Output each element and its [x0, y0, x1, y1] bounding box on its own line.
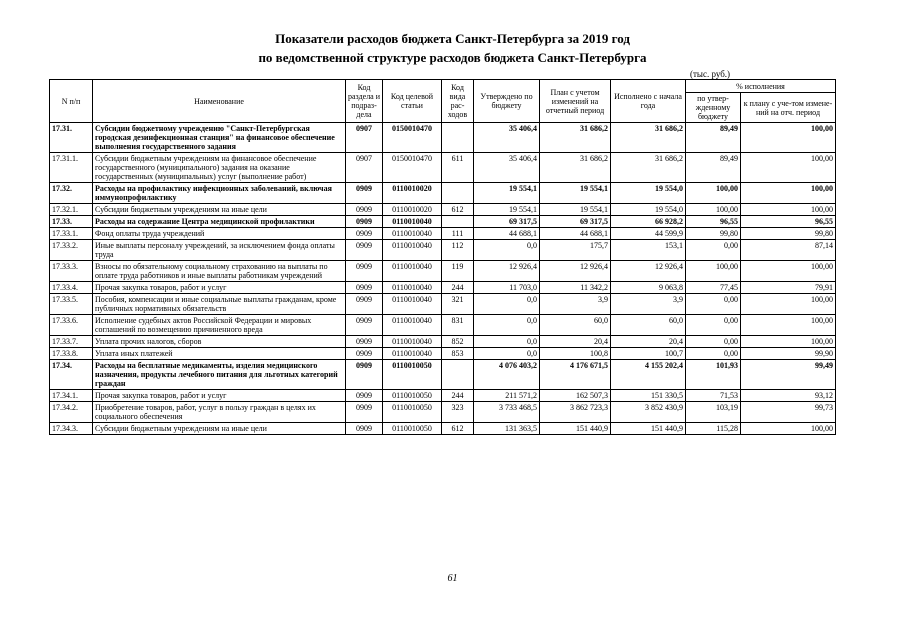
- row-pct-approved: 71,53: [686, 390, 741, 402]
- header-approved: Утверждено по бюджету: [474, 80, 540, 123]
- header-pct-approved: по утвер-жденному бюджету: [686, 93, 741, 123]
- report-title: Показатели расходов бюджета Санкт-Петербурга за 2019 год: [275, 31, 630, 46]
- row-expense-type-code: 321: [442, 294, 474, 315]
- row-number: 17.32.1.: [50, 204, 93, 216]
- row-pct-approved: 0,00: [686, 294, 741, 315]
- row-pct-plan: 100,00: [741, 423, 836, 435]
- row-approved: 0,0: [474, 336, 540, 348]
- header-razdel: Код раздела и подраз-дела: [346, 80, 383, 123]
- row-approved: 19 554,1: [474, 204, 540, 216]
- row-target-code: 0110010040: [383, 228, 442, 240]
- row-name: Субсидии бюджетным учреждениям на иные цели: [93, 204, 346, 216]
- row-target-code: 0110010050: [383, 360, 442, 390]
- table-row: [50, 402, 836, 423]
- row-executed: 60,0: [611, 315, 686, 336]
- row-number: 17.34.3.: [50, 423, 93, 435]
- row-name: Расходы на бесплатные медикаменты, изделия медицинского назначения, продукты лечебного питания для льготных категорий граждан: [93, 360, 346, 390]
- row-pct-plan: 100,00: [741, 261, 836, 282]
- row-plan: 44 688,1: [540, 228, 611, 240]
- row-pct-approved: 99,80: [686, 228, 741, 240]
- row-target-code: 0110010050: [383, 423, 442, 435]
- row-number: 17.34.: [50, 360, 93, 390]
- row-approved: 0,0: [474, 315, 540, 336]
- row-target-code: 0150010470: [383, 153, 442, 183]
- row-pct-approved: 100,00: [686, 183, 741, 204]
- row-target-code: 0110010040: [383, 216, 442, 228]
- row-pct-approved: 0,00: [686, 315, 741, 336]
- row-executed: 19 554,0: [611, 204, 686, 216]
- row-target-code: 0110010050: [383, 402, 442, 423]
- row-approved: 11 703,0: [474, 282, 540, 294]
- row-razdel-code: 0909: [346, 315, 383, 336]
- row-number: 17.33.7.: [50, 336, 93, 348]
- table-row: [50, 228, 836, 240]
- row-number: 17.33.: [50, 216, 93, 228]
- row-razdel-code: 0907: [346, 153, 383, 183]
- expenditure-table: [49, 79, 836, 435]
- row-name: Субсидии бюджетным учреждениям на иные цели: [93, 423, 346, 435]
- header-plan: План с учетом изменений на отчетный период: [540, 80, 611, 123]
- row-pct-plan: 100,00: [741, 336, 836, 348]
- row-approved: 131 363,5: [474, 423, 540, 435]
- row-target-code: 0110010050: [383, 390, 442, 402]
- row-number: 17.33.5.: [50, 294, 93, 315]
- row-executed: 31 686,2: [611, 153, 686, 183]
- row-executed: 12 926,4: [611, 261, 686, 282]
- row-razdel-code: 0907: [346, 123, 383, 153]
- row-name: Уплата иных платежей: [93, 348, 346, 360]
- row-razdel-code: 0909: [346, 390, 383, 402]
- row-pct-approved: 0,00: [686, 240, 741, 261]
- row-pct-plan: 99,49: [741, 360, 836, 390]
- row-number: 17.31.: [50, 123, 93, 153]
- row-expense-type-code: 853: [442, 348, 474, 360]
- row-pct-plan: 87,14: [741, 240, 836, 261]
- row-executed: 31 686,2: [611, 123, 686, 153]
- row-name: Субсидии бюджетным учреждениям на финансовое обеспечение государственного (муниципального) задания на оказание государственных (муниципальных) услуг (выполнение работ): [93, 153, 346, 183]
- row-expense-type-code: 612: [442, 204, 474, 216]
- row-approved: 35 406,4: [474, 153, 540, 183]
- row-expense-type-code: 111: [442, 228, 474, 240]
- row-pct-approved: 77,45: [686, 282, 741, 294]
- row-plan: 31 686,2: [540, 153, 611, 183]
- row-target-code: 0110010020: [383, 204, 442, 216]
- row-approved: 69 317,5: [474, 216, 540, 228]
- row-pct-approved: 101,93: [686, 360, 741, 390]
- row-target-code: 0110010040: [383, 240, 442, 261]
- header-pct-group: % исполнения: [686, 80, 836, 93]
- row-target-code: 0110010040: [383, 261, 442, 282]
- row-number: 17.33.1.: [50, 228, 93, 240]
- table-row: [50, 390, 836, 402]
- header-name: Наименование: [93, 80, 346, 123]
- row-plan: 31 686,2: [540, 123, 611, 153]
- row-number: 17.34.2.: [50, 402, 93, 423]
- row-plan: 60,0: [540, 315, 611, 336]
- row-expense-type-code: 244: [442, 390, 474, 402]
- row-razdel-code: 0909: [346, 240, 383, 261]
- row-name: Взносы по обязательному социальному страхованию на выплаты по оплате труда работников и иные выплаты работникам учреждений: [93, 261, 346, 282]
- row-pct-plan: 100,00: [741, 123, 836, 153]
- page-number: 61: [447, 573, 458, 584]
- row-number: 17.32.: [50, 183, 93, 204]
- report-subtitle: по ведомственной структуре расходов бюджета Санкт-Петербурга: [258, 50, 647, 65]
- row-plan: 12 926,4: [540, 261, 611, 282]
- table-row: [50, 153, 836, 183]
- row-name: Фонд оплаты труда учреждений: [93, 228, 346, 240]
- header-pct-plan: к плану с уче-том измене-ний на отч. период: [741, 93, 836, 123]
- row-executed: 19 554,0: [611, 183, 686, 204]
- row-pct-approved: 103,19: [686, 402, 741, 423]
- row-target-code: 0110010040: [383, 315, 442, 336]
- row-razdel-code: 0909: [346, 183, 383, 204]
- row-pct-plan: 100,00: [741, 294, 836, 315]
- row-razdel-code: 0909: [346, 360, 383, 390]
- row-pct-plan: 99,80: [741, 228, 836, 240]
- row-pct-approved: 115,28: [686, 423, 741, 435]
- row-pct-plan: 100,00: [741, 183, 836, 204]
- row-pct-approved: 96,55: [686, 216, 741, 228]
- row-plan: 19 554,1: [540, 204, 611, 216]
- row-expense-type-code: 112: [442, 240, 474, 261]
- table-row: [50, 423, 836, 435]
- row-razdel-code: 0909: [346, 228, 383, 240]
- row-number: 17.33.2.: [50, 240, 93, 261]
- row-pct-approved: 0,00: [686, 336, 741, 348]
- row-number: 17.33.4.: [50, 282, 93, 294]
- row-pct-plan: 99,73: [741, 402, 836, 423]
- row-name: Субсидии бюджетному учреждению "Санкт-Петербургская городская дезинфекционная станция" на финансовое обеспечение выполнения государственного задания: [93, 123, 346, 153]
- table-row: [50, 240, 836, 261]
- table-row: [50, 360, 836, 390]
- row-expense-type-code: [442, 216, 474, 228]
- row-name: Пособия, компенсации и иные социальные выплаты гражданам, кроме публичных нормативных обязательств: [93, 294, 346, 315]
- table-row: [50, 294, 836, 315]
- row-number: 17.33.6.: [50, 315, 93, 336]
- row-razdel-code: 0909: [346, 204, 383, 216]
- row-name: Прочая закупка товаров, работ и услуг: [93, 282, 346, 294]
- row-executed: 20,4: [611, 336, 686, 348]
- row-pct-approved: 89,49: [686, 123, 741, 153]
- header-csr: Код целевой статьи: [383, 80, 442, 123]
- row-approved: 3 733 468,5: [474, 402, 540, 423]
- row-number: 17.33.3.: [50, 261, 93, 282]
- row-expense-type-code: 323: [442, 402, 474, 423]
- row-plan: 4 176 671,5: [540, 360, 611, 390]
- row-approved: 0,0: [474, 294, 540, 315]
- row-number: 17.31.1.: [50, 153, 93, 183]
- row-executed: 4 155 202,4: [611, 360, 686, 390]
- row-executed: 153,1: [611, 240, 686, 261]
- row-expense-type-code: [442, 360, 474, 390]
- row-executed: 9 063,8: [611, 282, 686, 294]
- row-name: Расходы на профилактику инфекционных заболеваний, включая иммунопрофилактику: [93, 183, 346, 204]
- row-approved: 211 571,2: [474, 390, 540, 402]
- row-pct-plan: 99,90: [741, 348, 836, 360]
- table-row: [50, 348, 836, 360]
- row-target-code: 0150010470: [383, 123, 442, 153]
- table-row: [50, 336, 836, 348]
- row-expense-type-code: 244: [442, 282, 474, 294]
- row-razdel-code: 0909: [346, 402, 383, 423]
- table-row: [50, 261, 836, 282]
- row-approved: 0,0: [474, 348, 540, 360]
- row-pct-plan: 79,91: [741, 282, 836, 294]
- row-plan: 20,4: [540, 336, 611, 348]
- row-plan: 162 507,3: [540, 390, 611, 402]
- row-name: Иные выплаты персоналу учреждений, за исключением фонда оплаты труда: [93, 240, 346, 261]
- header-vr: Код вида рас-ходов: [442, 80, 474, 123]
- row-approved: 19 554,1: [474, 183, 540, 204]
- table-row: [50, 183, 836, 204]
- row-pct-approved: 89,49: [686, 153, 741, 183]
- row-approved: 12 926,4: [474, 261, 540, 282]
- row-pct-approved: 100,00: [686, 204, 741, 216]
- row-target-code: 0110010040: [383, 336, 442, 348]
- table-body: [50, 123, 836, 435]
- row-executed: 66 928,2: [611, 216, 686, 228]
- row-number: 17.34.1.: [50, 390, 93, 402]
- row-plan: 69 317,5: [540, 216, 611, 228]
- table-header: [50, 80, 836, 123]
- row-plan: 100,8: [540, 348, 611, 360]
- row-name: Приобретение товаров, работ, услуг в пользу граждан в целях их социального обеспечения: [93, 402, 346, 423]
- row-plan: 3 862 723,3: [540, 402, 611, 423]
- row-target-code: 0110010040: [383, 282, 442, 294]
- row-target-code: 0110010040: [383, 294, 442, 315]
- table-row: [50, 216, 836, 228]
- row-plan: 175,7: [540, 240, 611, 261]
- row-target-code: 0110010020: [383, 183, 442, 204]
- row-razdel-code: 0909: [346, 294, 383, 315]
- row-razdel-code: 0909: [346, 348, 383, 360]
- row-razdel-code: 0909: [346, 336, 383, 348]
- unit-label: (тыс. руб.): [689, 69, 731, 79]
- header-n: N п/п: [50, 80, 93, 123]
- row-expense-type-code: [442, 123, 474, 153]
- row-number: 17.33.8.: [50, 348, 93, 360]
- row-razdel-code: 0909: [346, 423, 383, 435]
- row-razdel-code: 0909: [346, 261, 383, 282]
- row-expense-type-code: 831: [442, 315, 474, 336]
- row-pct-plan: 93,12: [741, 390, 836, 402]
- row-name: Исполнение судебных актов Российской Федерации и мировых соглашений по возмещению причиненного вреда: [93, 315, 346, 336]
- row-razdel-code: 0909: [346, 282, 383, 294]
- table-row: [50, 282, 836, 294]
- table-row: [50, 315, 836, 336]
- row-pct-approved: 100,00: [686, 261, 741, 282]
- row-name: Уплата прочих налогов, сборов: [93, 336, 346, 348]
- row-executed: 3 852 430,9: [611, 402, 686, 423]
- row-pct-approved: 0,00: [686, 348, 741, 360]
- header-executed: Исполнено с начала года: [611, 80, 686, 123]
- row-name: Расходы на содержание Центра медицинской профилактики: [93, 216, 346, 228]
- row-expense-type-code: 612: [442, 423, 474, 435]
- row-approved: 0,0: [474, 240, 540, 261]
- row-expense-type-code: 119: [442, 261, 474, 282]
- row-approved: 44 688,1: [474, 228, 540, 240]
- row-name: Прочая закупка товаров, работ и услуг: [93, 390, 346, 402]
- row-expense-type-code: [442, 183, 474, 204]
- row-executed: 151 440,9: [611, 423, 686, 435]
- row-pct-plan: 100,00: [741, 315, 836, 336]
- row-expense-type-code: 611: [442, 153, 474, 183]
- row-executed: 151 330,5: [611, 390, 686, 402]
- row-executed: 3,9: [611, 294, 686, 315]
- row-razdel-code: 0909: [346, 216, 383, 228]
- table-row: [50, 204, 836, 216]
- table-row: [50, 123, 836, 153]
- row-plan: 11 342,2: [540, 282, 611, 294]
- row-approved: 35 406,4: [474, 123, 540, 153]
- row-plan: 151 440,9: [540, 423, 611, 435]
- row-pct-plan: 100,00: [741, 153, 836, 183]
- row-executed: 44 599,9: [611, 228, 686, 240]
- row-target-code: 0110010040: [383, 348, 442, 360]
- row-executed: 100,7: [611, 348, 686, 360]
- row-pct-plan: 100,00: [741, 204, 836, 216]
- row-plan: 19 554,1: [540, 183, 611, 204]
- row-expense-type-code: 852: [442, 336, 474, 348]
- row-pct-plan: 96,55: [741, 216, 836, 228]
- row-plan: 3,9: [540, 294, 611, 315]
- row-approved: 4 076 403,2: [474, 360, 540, 390]
